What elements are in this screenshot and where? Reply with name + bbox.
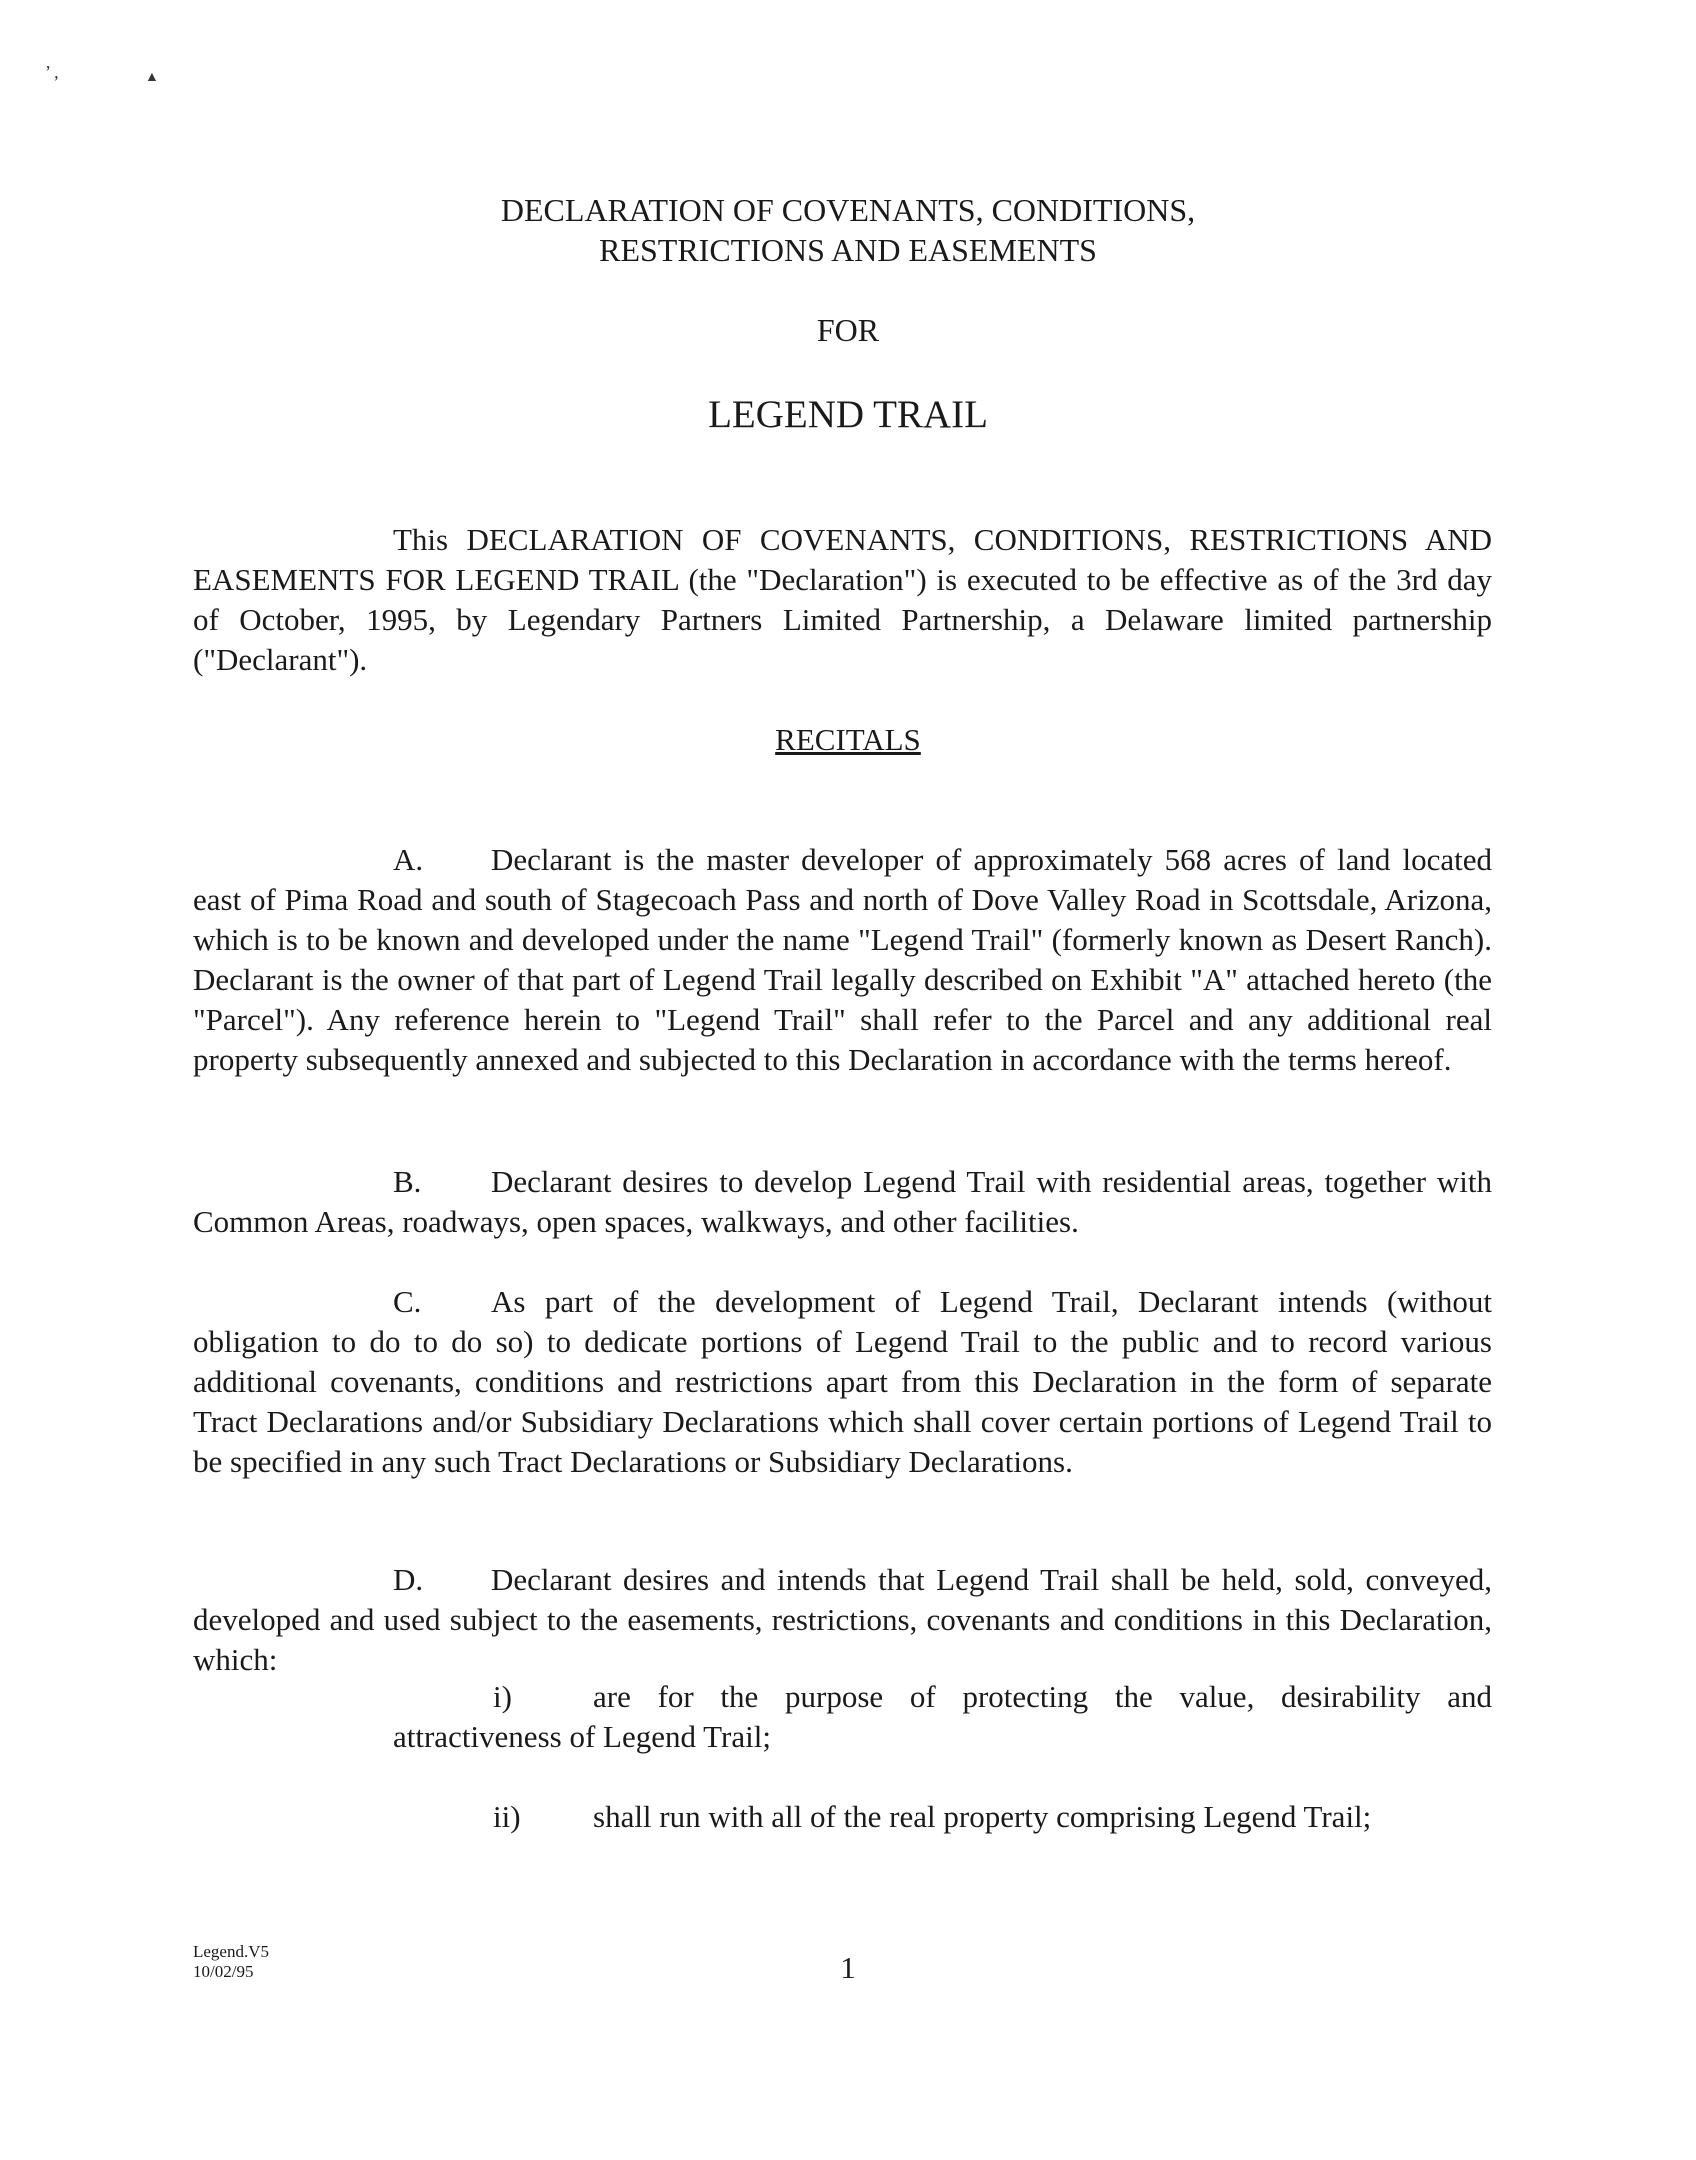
document-title-line-2: RESTRICTIONS AND EASEMENTS: [599, 232, 1097, 268]
page-number: 1: [840, 1950, 856, 1985]
recital-text: Declarant desires to develop Legend Trail with residential areas, together with Common Areas, roadways, open spaces, walkways, and other facilities.: [193, 1164, 1492, 1239]
recital-letter: B.: [393, 1164, 422, 1199]
recital-letter: A.: [393, 842, 424, 877]
sub-item-number: ii): [493, 1799, 521, 1834]
sub-item-text: shall run with all of the real property comprising Legend Trail;: [593, 1799, 1372, 1834]
sub-item-text: are for the purpose of protecting the value, desirability and attractiveness of Legend Trail;: [393, 1679, 1492, 1754]
scan-mark: ▲: [145, 70, 159, 85]
document-title-line-1: DECLARATION OF COVENANTS, CONDITIONS,: [500, 192, 1196, 228]
footer-doc-version: Legend.V5: [193, 1942, 270, 1961]
recital-letter: C.: [393, 1284, 422, 1319]
recital-text: Declarant is the master developer of approximately 568 acres of land located east of Pima Road and south of Stagecoach Pass and north of Dove Valley Road in Scottsdale, Arizona, which is to be known and developed under the name "Legend Trail" (formerly known as Desert Ranch). Declarant is the owner of that part of Legend Trail legally described on Exhibit "A" attached hereto (the "Parcel"). Any reference herein to "Legend Trail" shall refer to the Parcel and any additional real property subsequently annexed and subjected to this Declaration in accordance with the terms hereof.: [193, 842, 1492, 1077]
recital-a: [193, 840, 1492, 1080]
recital-text: As part of the development of Legend Trail, Declarant intends (without obligation to do to do so) to dedicate portions of Legend Trail to the public and to record various additional covenants, conditions and restrictions apart from this Declaration in the form of separate Tract Declarations and/or Subsidiary Declarations which shall cover certain portions of Legend Trail to be specified in any such Tract Declarations or Subsidiary Declarations.: [193, 1284, 1492, 1479]
recital-text: Declarant desires and intends that Legend Trail shall be held, sold, conveyed, developed and used subject to the easements, restrictions, covenants and conditions in this Declaration, which:: [193, 1562, 1492, 1677]
sub-item-i: [393, 1677, 1492, 1757]
footer-doc-date: 10/02/95: [193, 1962, 254, 1981]
sub-item-number: i): [493, 1679, 512, 1714]
recital-letter: D.: [393, 1562, 424, 1597]
project-name: LEGEND TRAIL: [708, 393, 988, 436]
recital-b: [193, 1162, 1492, 1242]
intro-paragraph: [193, 520, 1492, 680]
recital-c: [193, 1282, 1492, 1482]
intro-text: This DECLARATION OF COVENANTS, CONDITIONS, RESTRICTIONS AND EASEMENTS FOR LEGEND TRAIL (the "Declaration") is executed to be effective as of the 3rd day of October, 1995, by Legendary Partners Limited Partnership, a Delaware limited partnership ("Declarant").: [193, 522, 1492, 677]
document-title-for: FOR: [816, 312, 880, 348]
sub-item-ii: [493, 1797, 1492, 1837]
scan-marks: [45, 62, 159, 85]
recitals-heading: RECITALS: [775, 722, 921, 757]
recital-d: [193, 1560, 1492, 1680]
scan-mark: ’ ,: [45, 62, 59, 82]
